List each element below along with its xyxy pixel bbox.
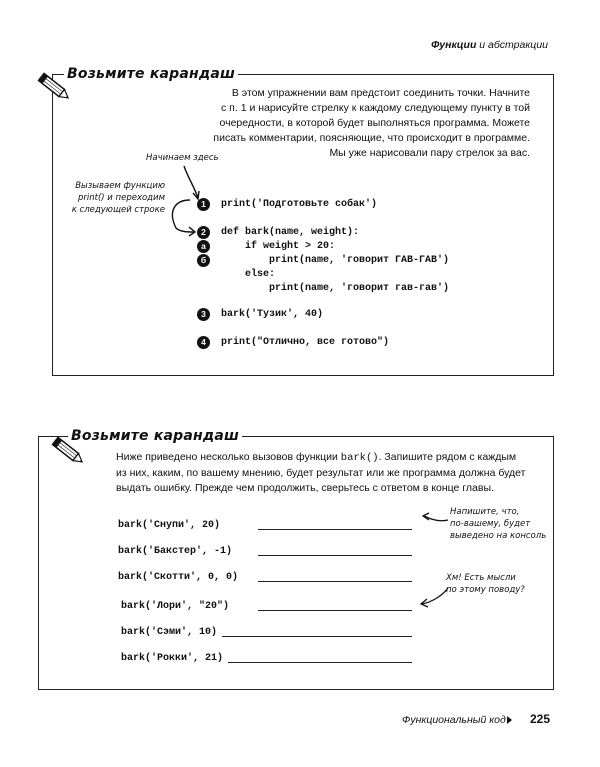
intro-line: с п. 1 и нарисуйте стрелку к каждому следующему пункту в той <box>221 102 530 114</box>
intro-code: bark() <box>340 452 379 464</box>
note-console <box>450 506 546 542</box>
exercise1-title: Возьмите карандаш <box>64 66 238 82</box>
arrow-to-answer <box>418 586 450 610</box>
note-line: к следующей строке <box>71 205 165 215</box>
answer-line[interactable] <box>258 610 412 611</box>
intro-line: выдать ошибку. Прежде чем продолжить, сверьтесь с ответом в конце главы. <box>116 482 494 494</box>
answer-line[interactable] <box>222 636 412 637</box>
note-start-here: Начинаем здесь <box>146 153 219 163</box>
intro-line: В этом упражнении вам предстоит соединить точки. Начните <box>231 87 530 99</box>
chapter-title-bold: Функции <box>431 39 477 51</box>
call-baxter: bark('Бакстер', -1) <box>118 546 233 557</box>
arrow-to-answer <box>420 508 450 528</box>
call-sammy: bark('Сэми', 10) <box>121 627 218 638</box>
intro-text: Ниже приведено несколько вызовов функции <box>116 451 341 463</box>
answer-line[interactable] <box>258 555 412 556</box>
step-marker-b: б <box>197 254 210 267</box>
code-line-print-quiet: print(name, 'говорит гав-гав') <box>221 283 450 294</box>
call-lori: bark('Лори', "20") <box>121 601 230 612</box>
exercise2-intro <box>116 450 536 496</box>
step-marker-4: 4 <box>197 336 210 349</box>
note-line: по-вашему, будет <box>450 519 531 529</box>
intro-line: Мы уже нарисовали пару стрелок за вас. <box>329 147 530 159</box>
note-line: Вызываем функцию <box>75 181 165 191</box>
note-line: по этому поводу? <box>446 585 525 595</box>
chapter-title-rest: и абстракции <box>476 39 548 51</box>
answer-line[interactable] <box>228 662 412 663</box>
call-rocky: bark('Рокки', 21) <box>121 653 224 664</box>
exercise2-title: Возьмите карандаш <box>68 428 242 444</box>
note-line: print() и переходим <box>78 193 165 203</box>
intro-line: писать комментарии, поясняющие, что происходит в программе. <box>213 132 530 144</box>
answer-line[interactable] <box>258 581 412 582</box>
intro-line <box>116 450 536 466</box>
arrows-drawn <box>160 160 220 240</box>
code-line-def-bark: def bark(name, weight): <box>221 227 360 238</box>
answer-line[interactable] <box>258 529 412 530</box>
step-marker-a: а <box>197 240 210 253</box>
intro-line: из них, каким, по вашему мнению, будет результат или же программа должна будет <box>116 467 526 479</box>
call-scotty: bark('Скотти', 0, 0) <box>118 572 239 583</box>
step-marker-2: 2 <box>197 226 210 239</box>
page-number: 225 <box>530 712 551 726</box>
note-line: Хм! Есть мысли <box>446 573 516 583</box>
step-marker-3: 3 <box>197 308 210 321</box>
call-snoopy: bark('Снупи', 20) <box>118 520 221 531</box>
code-line-print-loud: print(name, 'говорит ГАВ-ГАВ') <box>221 255 450 266</box>
note-line: Напишите, что, <box>450 507 520 517</box>
code-line-if: if weight > 20: <box>221 241 336 252</box>
code-line-print-done: print("Отлично, все готово") <box>221 337 390 348</box>
chapter-header <box>431 39 548 51</box>
footer-section: Функциональный код <box>402 714 506 726</box>
intro-line: очередности, в которой будет выполняться программа. Можете <box>219 117 530 129</box>
note-call-print <box>70 180 165 216</box>
step-marker-1: 1 <box>197 198 210 211</box>
code-line-bark-call: bark('Тузик', 40) <box>221 309 324 320</box>
triangle-right-icon <box>507 716 512 724</box>
code-line-print-prepare: print('Подготовьте собак') <box>221 199 378 210</box>
note-thoughts <box>446 572 525 596</box>
intro-text: . Запишите рядом с каждым <box>378 451 517 463</box>
note-line: выведено на консоль <box>450 531 547 541</box>
exercise1-intro <box>200 86 530 161</box>
code-line-else: else: <box>221 269 276 280</box>
